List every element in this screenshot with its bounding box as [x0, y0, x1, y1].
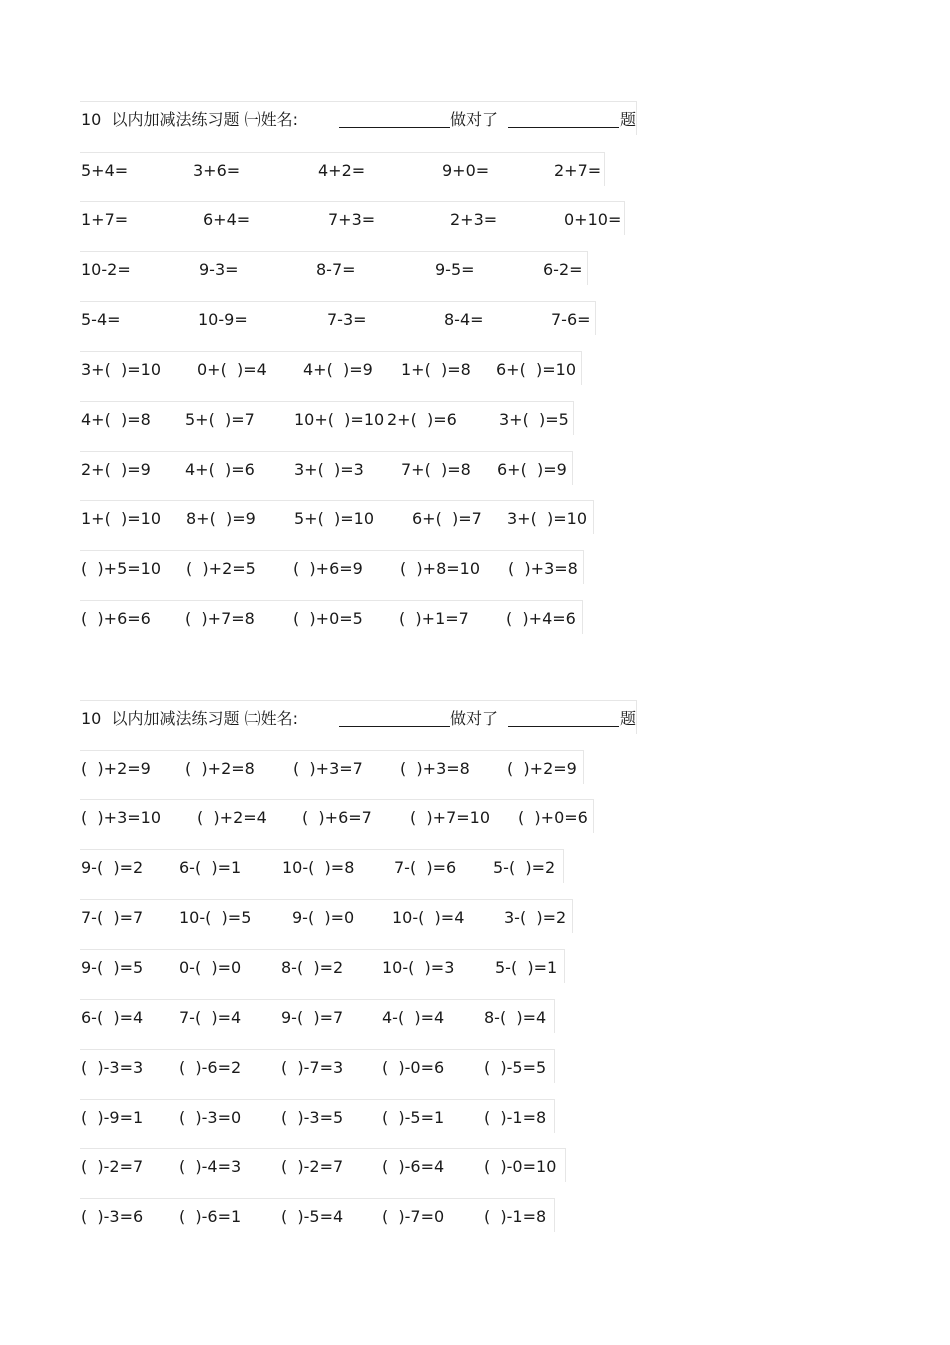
question-unit-label: 题: [620, 110, 637, 129]
problem: ( )+0=6: [518, 808, 588, 827]
problem-row: [80, 251, 588, 285]
problem: 7-3=: [327, 310, 367, 329]
problem: 2+( )=9: [81, 460, 151, 479]
problem: ( )+6=6: [81, 609, 151, 628]
problem: 9-3=: [199, 260, 239, 279]
problem: 6-2=: [543, 260, 583, 279]
problem: ( )+3=8: [400, 759, 470, 778]
problem: ( )-0=10: [484, 1157, 557, 1176]
problem: 8+( )=9: [186, 509, 256, 528]
problem: ( )+1=7: [399, 609, 469, 628]
problem: 10-( )=8: [282, 858, 355, 877]
worksheet-title: 10 以内加减法练习题 ㈠姓名:: [81, 110, 299, 129]
problem: 0+( )=4: [197, 360, 267, 379]
problem: ( )+8=10: [400, 559, 481, 578]
problem: 5+4=: [81, 161, 129, 180]
problem: 6+( )=10: [496, 360, 577, 379]
problem: 5+( )=10: [294, 509, 375, 528]
problem: 4-( )=4: [382, 1008, 445, 1027]
problem: 10-( )=3: [382, 958, 455, 977]
problem: 10-9=: [198, 310, 248, 329]
correct-count-label: 做对了: [450, 709, 499, 728]
problem: 0-( )=0: [179, 958, 242, 977]
problem: 5-4=: [81, 310, 121, 329]
problem: 10+( )=10: [294, 410, 385, 429]
problem: ( )-3=3: [81, 1058, 144, 1077]
problem: ( )+0=5: [293, 609, 363, 628]
problem: ( )+3=10: [81, 808, 162, 827]
problem: ( )-5=4: [281, 1207, 344, 1226]
problem: 7+3=: [328, 210, 376, 229]
problem-row: [80, 1148, 566, 1182]
problem: 6+4=: [203, 210, 251, 229]
problem: ( )-9=1: [81, 1108, 144, 1127]
problem-row: [80, 1099, 555, 1133]
problem: 3+6=: [193, 161, 241, 180]
problem: 2+3=: [450, 210, 498, 229]
problem-row: [80, 999, 555, 1033]
problem: 5-( )=2: [493, 858, 556, 877]
problem: 9-5=: [435, 260, 475, 279]
problem: ( )-7=3: [281, 1058, 344, 1077]
problem: ( )-2=7: [81, 1157, 144, 1176]
problem: 7-( )=7: [81, 908, 144, 927]
problem: ( )+3=8: [508, 559, 578, 578]
problem-row: [80, 1198, 555, 1232]
problem: 7+( )=8: [401, 460, 471, 479]
worksheet-title: 10 以内加减法练习题 ㈡姓名:: [81, 709, 299, 728]
problem: ( )-3=0: [179, 1108, 242, 1127]
problem: 8-( )=2: [281, 958, 344, 977]
problem: 9-( )=2: [81, 858, 144, 877]
question-unit-label: 题: [620, 709, 637, 728]
name-blank[interactable]: [339, 110, 450, 128]
problem-row: [80, 750, 584, 784]
problem: 3+( )=3: [294, 460, 364, 479]
problem: 7-( )=4: [179, 1008, 242, 1027]
problem: 4+( )=8: [81, 410, 151, 429]
problem: ( )-6=2: [179, 1058, 242, 1077]
problem: 3-( )=2: [504, 908, 567, 927]
problem: 10-( )=4: [392, 908, 465, 927]
problem: 4+( )=9: [303, 360, 373, 379]
problem: 4+( )=6: [185, 460, 255, 479]
correct-count-blank[interactable]: [508, 709, 619, 727]
problem: ( )-0=6: [382, 1058, 445, 1077]
problem: ( )+2=5: [186, 559, 256, 578]
problem: 0+10=: [564, 210, 622, 229]
problem: 6+( )=9: [497, 460, 567, 479]
problem: ( )+6=9: [293, 559, 363, 578]
problem-row: [80, 401, 574, 435]
problem: 10-2=: [81, 260, 131, 279]
problem: ( )-6=4: [382, 1157, 445, 1176]
problem: 7-6=: [551, 310, 591, 329]
problem-row: [80, 849, 564, 883]
problem: ( )+7=10: [410, 808, 491, 827]
problem: ( )-5=5: [484, 1058, 547, 1077]
problem: 3+( )=10: [81, 360, 162, 379]
problem: 4+2=: [318, 161, 366, 180]
problem: 9-( )=5: [81, 958, 144, 977]
problem: 1+( )=10: [81, 509, 162, 528]
problem: 1+7=: [81, 210, 129, 229]
worksheet-2-title-row: [80, 700, 637, 734]
problem-row: [80, 949, 565, 983]
problem: ( )-4=3: [179, 1157, 242, 1176]
problem: 8-4=: [444, 310, 484, 329]
problem-row: [80, 899, 573, 933]
problem: 5+( )=7: [185, 410, 255, 429]
problem: 8-7=: [316, 260, 356, 279]
problem: ( )-3=6: [81, 1207, 144, 1226]
problem: 10-( )=5: [179, 908, 252, 927]
problem: 2+( )=6: [387, 410, 457, 429]
problem: 9-( )=7: [281, 1008, 344, 1027]
problem: ( )+4=6: [506, 609, 576, 628]
problem: ( )+2=4: [197, 808, 267, 827]
problem: 6-( )=4: [81, 1008, 144, 1027]
problem: 1+( )=8: [401, 360, 471, 379]
problem: ( )-6=1: [179, 1207, 242, 1226]
problem: ( )+5=10: [81, 559, 162, 578]
problem: ( )+2=8: [185, 759, 255, 778]
problem-row: [80, 201, 625, 235]
problem: ( )+7=8: [185, 609, 255, 628]
problem-row: [80, 550, 584, 584]
problem: 6+( )=7: [412, 509, 482, 528]
problem: 9+0=: [442, 161, 490, 180]
problem-row: [80, 600, 583, 634]
problem-row: [80, 451, 573, 485]
problem-row: [80, 500, 594, 534]
problem-row: [80, 152, 605, 186]
problem: 9-( )=0: [292, 908, 355, 927]
name-blank[interactable]: [339, 709, 450, 727]
problem: 6-( )=1: [179, 858, 242, 877]
problem: ( )+6=7: [302, 808, 372, 827]
problem: ( )-1=8: [484, 1108, 547, 1127]
problem: ( )+2=9: [81, 759, 151, 778]
correct-count-blank[interactable]: [508, 110, 619, 128]
problem: 3+( )=5: [499, 410, 569, 429]
problem: 7-( )=6: [394, 858, 457, 877]
problem: ( )+2=9: [507, 759, 577, 778]
problem: 2+7=: [554, 161, 602, 180]
problem: ( )-3=5: [281, 1108, 344, 1127]
problem-row: [80, 351, 582, 385]
problem-row: [80, 301, 596, 335]
problem-row: [80, 1049, 555, 1083]
worksheet-1-title-row: [80, 101, 637, 135]
problem: 5-( )=1: [495, 958, 558, 977]
problem: ( )-5=1: [382, 1108, 445, 1127]
problem-row: [80, 799, 594, 833]
problem: ( )-7=0: [382, 1207, 445, 1226]
correct-count-label: 做对了: [450, 110, 499, 129]
problem: ( )-2=7: [281, 1157, 344, 1176]
problem: 3+( )=10: [507, 509, 588, 528]
problem: ( )+3=7: [293, 759, 363, 778]
problem: ( )-1=8: [484, 1207, 547, 1226]
problem: 8-( )=4: [484, 1008, 547, 1027]
